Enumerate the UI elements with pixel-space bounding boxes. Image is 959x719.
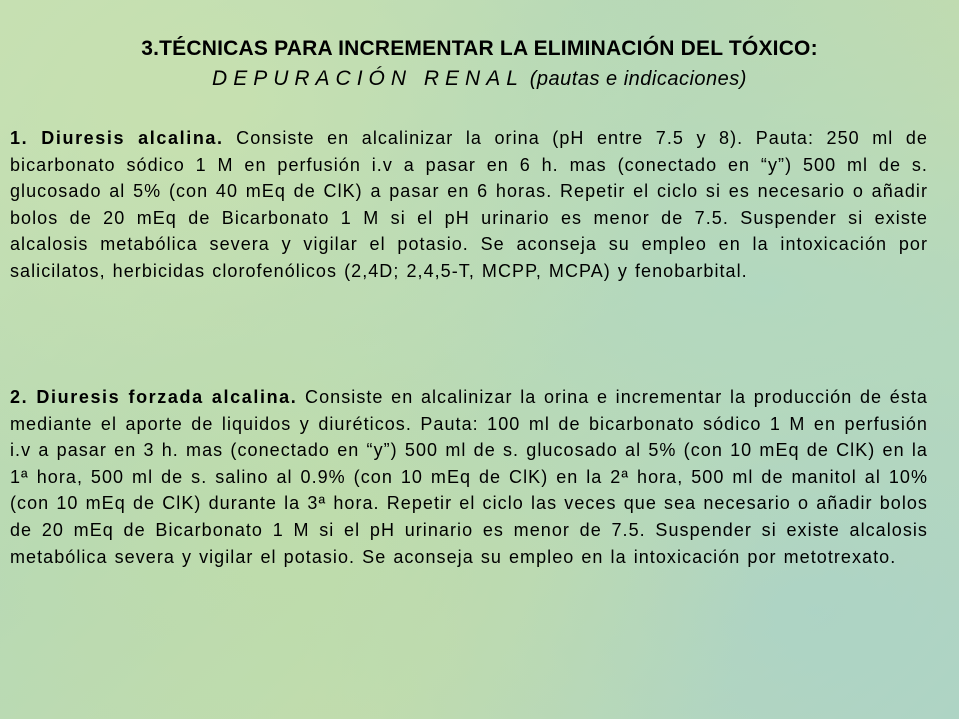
subtitle-sub: (pautas e indicaciones)	[529, 68, 747, 90]
paragraph-diuresis-forzada-alcalina	[10, 384, 928, 570]
paragraph-body: Consiste en alcalinizar la orina e incrementar la producción de ésta mediante el aporte de liquidos y diuréticos. Pauta: 100 ml de bicarbonato sódico 1 M en perfusión i.v a pasar en 3 h. mas (conectado en “y”) 500 ml de s. glucosado al 5% (con 10 mEq de ClK) en la 1ª hora, 500 ml de s. salino al 0.9% (con 10 mEq de ClK) en la 2ª hora, 500 ml de manitol al 10% (con 10 mEq de ClK) durante la 3ª hora. Repetir el ciclo las veces que sea necesario o añadir bolos de 20 mEq de Bicarbonato 1 M si el pH urinario es menor de 7.5. Suspender si existe alcalosis metabólica severa y vigilar el potasio. Se aconseja su empleo en la intoxicación por metotrexato.	[10, 387, 928, 567]
paragraph-heading: 1. Diuresis alcalina.	[10, 128, 224, 148]
paragraph-body: Consiste en alcalinizar la orina (pH entre 7.5 y 8). Pauta: 250 ml de bicarbonato sódico 1 M en perfusión i.v a pasar en 6 h. mas (conectado en “y”) 500 ml de s. glucosado al 5% (con 40 mEq de ClK) a pasar en 6 horas. Repetir el ciclo si es necesario o añadir bolos de 20 mEq de Bicarbonato 1 M si el pH urinario es menor de 7.5. Suspender si existe alcalosis metabólica severa y vigilar el potasio. Se aconseja su empleo en la intoxicación por salicilatos, herbicidas clorofenólicos (2,4D; 2,4,5-T, MCPP, MCPA) y fenobarbital.	[10, 128, 928, 281]
paragraph-heading: 2. Diuresis forzada alcalina.	[10, 387, 298, 407]
subtitle-main: DEPURACIÓN RENAL	[212, 67, 524, 90]
slide-title: 3.TÉCNICAS PARA INCREMENTAR LA ELIMINACIÓN DEL TÓXICO:	[141, 37, 818, 60]
slide-subtitle	[0, 64, 959, 94]
paragraph-diuresis-alcalina	[10, 125, 928, 285]
